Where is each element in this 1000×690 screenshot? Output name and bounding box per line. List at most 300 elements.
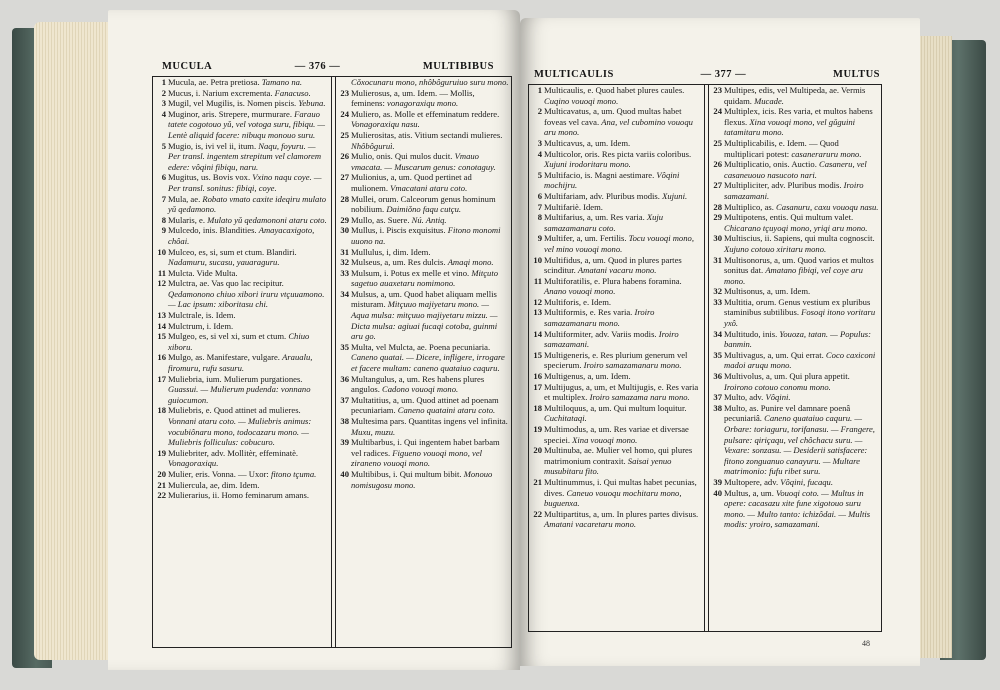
entry-latin: Multiscius, ii. Sapiens, qui multa cognoscit. [724,233,875,244]
entry-japanese: Fitono monomi uuono na. [351,225,501,246]
dictionary-entry [332,215,511,226]
entry-text [544,149,702,170]
entry-text [724,477,879,488]
dictionary-entry [332,437,511,469]
entry-text [168,448,329,469]
dictionary-entry [705,286,881,297]
entry-latin: Multo, adv. [724,392,766,403]
entry-text [544,297,702,308]
entry-number: 6 [161,172,166,183]
entry-text [724,350,879,371]
entry-number: 13 [533,307,542,318]
dictionary-entry [705,297,881,329]
left-page [108,10,520,670]
entry-japanese: Amatani vacaru mono. [577,265,657,276]
entry-text [724,255,879,287]
entry-text [544,191,702,202]
entry-japanese: Amaqi mono. [447,257,494,268]
entry-number: 22 [157,490,166,501]
entry-text [351,77,509,88]
dictionary-entry [529,191,704,202]
dictionary-entry [153,194,331,215]
entry-number: 8 [161,214,166,225]
left-page-header [162,58,494,74]
left-header-word: MUCULA [162,60,213,72]
entry-number: 7 [161,193,166,204]
entry-latin: Mugio, is, ivi vel ii, itum. [168,140,259,151]
dictionary-entry [153,405,331,447]
entry-text [544,85,702,106]
entry-latin: Mularis, e. [168,214,208,225]
dictionary-entry [529,424,704,445]
entry-number: 27 [713,180,722,191]
entry-japanese: Casaneru, vel casaneuouo nasucoto nari. [724,159,867,180]
entry-latin: Multipes, edis, vel Multipeda, ae. Vermis quidam. [724,85,866,106]
entry-text [724,106,879,138]
entry-latin: Multibibus, i. Qui multum bibit. [351,468,464,479]
entry-text [724,212,879,233]
entry-text [168,172,329,193]
dictionary-entry [705,403,881,477]
entry-number: 38 [713,402,722,413]
entry-japanese: Tocu vouoqi mono, vel mino vouoqi mono. [544,233,694,254]
entry-text [544,509,702,530]
dictionary-entry [529,255,704,276]
entry-japanese: Vôqini. [765,392,791,403]
entry-latin: Multifariè. Idem. [544,201,603,212]
entry-number: 32 [340,257,349,268]
entry-text [724,180,879,201]
dictionary-entry [705,329,881,350]
entry-text [351,151,509,172]
entry-japanese: Youoza, tatan. — Populus: banmin. [724,328,871,350]
entry-text [168,321,329,332]
entry-text [168,469,329,480]
dictionary-entry [332,88,511,109]
entry-latin: Mulierosus, a, um. Idem. — Mollis, feminens: [351,87,475,109]
entry-japanese: Mitçuuo majiyetaru mono. — Aqua mulsa: mitçuuo majiyetaru mizzu. — Dicta mulsa: agiuai fucaqi cotoba, guinmi aru go. [351,299,498,342]
entry-japanese: Iroiro samazama naru mono. [589,392,690,403]
dictionary-entry [529,477,704,509]
entry-latin: Muliero, as. Molle et effeminatum reddere. [351,108,500,119]
entry-text [351,469,509,490]
entry-japanese: Iroiro samazamani. [724,180,864,201]
entry-latin: Multesima pars. Quantitas ingens vel infinita. [351,416,508,426]
entry-latin: Mulionius, a, um. Quod pertinet ad mulionem. [351,172,472,193]
entry-text [351,395,509,416]
entry-number: 25 [340,129,349,140]
entry-latin: Multiforatilis, e. Plura habens foramina. [544,275,682,286]
entry-text [544,202,702,213]
signature-mark: 48 [862,639,870,648]
entry-japanese: Amayacaxigoto, chôai. [168,225,315,246]
entry-japanese: Qedamonono chiuo xibori iruru vtçuuamono. — Lac ipsum: xiboritasu chi. [168,288,325,310]
entry-text [168,352,329,373]
entry-latin: Multicavus, a, um. Idem. [544,137,631,148]
entry-japanese: Coco caxiconi madoi aruqu mono. [724,349,876,371]
dictionary-entry [153,448,331,469]
entry-latin: Multopere, adv. [724,476,781,487]
entry-text [168,331,329,352]
entry-latin: Multatitius, a, um. Quod attinet ad poenam pecuniariam. [351,394,499,416]
entry-latin: Mulierositas, atis. Vitium sectandi mulieres. [351,129,503,140]
entry-japanese: Guassui. — Mulierum pudenda: vonnano guiocumon. [168,384,311,405]
dictionary-entry [153,480,331,491]
dictionary-entry [153,321,331,332]
entry-japanese: vonagoraxiqu mono. [387,98,459,109]
entry-latin: Mugil, vel Mugilis, is. Nomen piscis. [168,98,299,109]
entry-latin: Multa, vel Mulcta, ae. Poena pecuniaria. [351,341,491,352]
entry-japanese: casaneraruru mono. [791,148,862,159]
dictionary-entry [705,138,881,159]
dictionary-entry [153,490,331,501]
dictionary-entry [705,106,881,138]
entry-text [351,342,509,374]
entry-text [544,424,702,445]
entry-text [351,437,509,469]
entry-latin: Mulier, eris. Vonna. — Uxor: [168,468,271,479]
left-column-2 [332,77,511,647]
entry-number: 1 [537,85,542,95]
entry-latin: Muliercula, ae, dim. Idem. [168,479,260,490]
entry-japanese: Cuqino vouoqi mono. [544,95,619,106]
entry-number: 14 [157,320,166,331]
entry-latin: Mulierarius, ii. Homo feminarum amans. [168,490,310,501]
entry-number: 21 [533,476,542,487]
entry-latin: Mugitus, us. Bovis vox. [168,172,253,183]
entry-japanese: Vonagoraxiqu. [168,458,219,469]
entry-text [351,109,509,130]
entry-japanese: Xujuni. [662,190,688,201]
entry-number: 31 [340,246,349,257]
entry-japanese: Vmauo vmacata. — Muscarum genus: conotaguy. [351,151,496,172]
entry-latin: Multisonorus, a, um. Quod varios et multos sonitus dat. [724,254,874,276]
entry-japanese: Yebuna. [298,98,326,109]
entry-number: 17 [157,373,166,384]
entry-text [544,382,702,403]
entry-latin: Multiforis, e. Idem. [544,296,612,307]
right-page-header [534,66,880,82]
entry-japanese: Caneno quatai. — Dicere, infligere, irrogare et facere multam: caneno quataiuo caquru. [351,352,505,374]
entry-latin: Multiplico, as. [724,201,777,212]
right-header-word: MULTICAULIS [534,68,614,80]
entry-number: 40 [340,468,349,479]
dictionary-entry [705,392,881,403]
entry-japanese: Casanuru, caxu vouoqu nasu. [776,201,879,212]
entry-text [351,289,509,342]
entry-latin: Multitia, orum. Genus vestium ex pluribus staminibus subtilibus. [724,296,871,318]
dictionary-entry [529,297,704,308]
entry-number: 40 [713,487,722,498]
entry-latin: Multiformis, e. Res varia. [544,307,635,318]
entry-latin: Multiplex, icis. Res varia, et multos habens flexus. [724,106,873,127]
dictionary-entry [332,374,511,395]
entry-japanese: Anano vouoqi mono. [544,286,616,297]
entry-number: 37 [713,392,722,403]
entry-japanese: Chiuo xiboru. [168,331,310,352]
entry-text [544,106,702,138]
dictionary-entry [332,416,511,437]
entry-latin: Multangulus, a, um. Res habens plures angulos. [351,373,485,395]
entry-number: 35 [713,349,722,360]
right-header-word-end: MULTUS [833,68,880,80]
entry-latin: Mulseus, a, um. Res dulcis. [351,257,448,268]
entry-number: 19 [157,447,166,458]
right-page-number: — 377 — [700,68,747,80]
entry-latin: Multipartitus, a, um. In plures partes divisus. [544,508,699,519]
entry-text [351,225,509,246]
entry-japanese: Vxino naqu coye. — Per transl. sonitus: fibiqi, coye. [168,172,322,193]
entry-number: 6 [537,190,542,201]
entry-japanese: Fanacuso. [274,87,311,98]
entry-latin: Multicavatus, a, um. Quod multas habet foveas vel cava. [544,106,682,127]
entry-number: 30 [713,233,722,244]
dictionary-entry [332,130,511,151]
entry-number: 12 [157,278,166,289]
entry-text [168,247,329,268]
dictionary-entry [705,371,881,392]
entry-latin: Multus, a, um. [724,487,777,498]
entry-text [168,77,329,88]
entry-number: 12 [533,296,542,307]
entry-number: 16 [533,371,542,382]
entry-number: 34 [713,328,722,339]
entry-text [168,374,329,406]
entry-number: 36 [340,373,349,384]
left-column-1 [153,77,332,647]
dictionary-entry [153,374,331,406]
dictionary-entry [153,98,331,109]
entry-japanese: Xina vouoqi mono. [572,434,638,445]
entry-text [351,268,509,289]
dictionary-entry [153,268,331,279]
entry-latin: Multicolor, oris. Res picta variis coloribus. [544,148,692,159]
entry-number [338,77,351,88]
entry-latin: Mulgo, as. Manifestare, vulgare. [168,352,283,363]
dictionary-entry [529,202,704,213]
entry-number: 3 [161,98,166,109]
entry-number: 20 [533,445,542,456]
entry-text [168,405,329,447]
entry-latin: Multimodus, a, um. Res variae et diversae speciei. [544,424,689,445]
entry-latin: Multivolus, a, um. Qui plura appetit. [724,371,850,382]
dictionary-entry [705,202,881,213]
entry-text [544,307,702,328]
dictionary-entry [153,141,331,173]
entry-japanese: Cadono vouoqi mono. [382,384,459,395]
dictionary-entry [529,350,704,371]
entry-text [168,88,329,99]
right-page-frame [528,84,882,632]
entry-latin: Mullei, orum. Calceorum genus hominum nobilium. [351,193,496,215]
entry-latin: Mulgeo, es, si vel xi, sum et ctum. [168,331,289,342]
dictionary-entry [332,172,511,193]
entry-text [351,130,509,151]
dictionary-entry [332,289,511,342]
dictionary-entry [529,382,704,403]
entry-text [168,278,329,310]
entry-japanese: Vonagoraxiqu nasu. [351,119,420,130]
entry-number: 39 [340,437,349,448]
entry-japanese: Amatani vacaretaru mono. [544,519,637,530]
dictionary-entry [332,247,511,258]
entry-text [724,329,879,350]
dictionary-entry [153,88,331,99]
entry-text [544,212,702,233]
entry-latin: Multivagus, a, um. Qui errat. [724,349,826,360]
entry-number: 24 [340,108,349,119]
left-page-frame [152,76,512,648]
entry-number: 9 [537,233,542,244]
entry-latin: Mulctrum, i. Idem. [168,320,234,331]
dictionary-entry [529,371,704,382]
entry-number: 17 [533,381,542,392]
entry-number: 37 [340,394,349,405]
page-edges-left [34,22,114,660]
dictionary-entry [153,310,331,321]
entry-japanese: Naqu, foyuru. — Per transl. ingentem strepitum vel clamorem edere: vôqini fibiqu, naru. [168,140,322,172]
entry-number: 3 [537,137,542,148]
entry-japanese: Caneno quataiuo caquru. — Orbare: toriaguru, torifanasu. — Frangere, pulsare: qiriçaqu, vel chôchacu suru. — Vexare: sonzasu. — Desiderii satisfacere: fitono zonguanuo canayuru. — Multare matrimonio: fufu ribet suru. [724,413,875,477]
entry-text [724,233,879,254]
dictionary-entry [332,257,511,268]
entry-number: 21 [157,479,166,490]
dictionary-entry [332,225,511,246]
entry-number: 9 [161,225,166,236]
entry-text [724,138,879,159]
right-page [520,18,920,666]
entry-number: 18 [533,402,542,413]
entry-japanese: Ana, vel cubomino vouoqu aru mono. [544,116,693,138]
entry-number: 8 [537,212,542,223]
entry-number: 4 [161,108,166,119]
entry-number: 30 [340,225,349,236]
entry-latin: Multipliciter, adv. Pluribus modis. [724,180,844,191]
entry-latin: Multigenus, a, um. Idem. [544,371,631,382]
entry-japanese: Caneno quataini ataru coto. [397,405,496,416]
entry-latin: Mulio, onis. Qui mulos ducit. [351,151,455,162]
entry-latin: Muliebriter, adv. Mollitèr, effeminatè. [168,447,299,458]
entry-text [724,392,879,403]
entry-number: 27 [340,172,349,183]
entry-latin: Mucula, ae. Petra pretiosa. [168,77,262,87]
entry-latin: Multiplicatio, onis. Auctio. [724,159,820,170]
entry-japanese: Iroirono cotouo conomu mono. [724,381,831,392]
entry-japanese: Cuchitataqi. [544,413,587,424]
entry-number: 29 [340,214,349,225]
dictionary-entry [529,212,704,233]
entry-japanese: Farauo tatete cogotouo yǔ, vel votoga suru, fibiqu. — Lentè aliquid facere: nibuqu monouo suru. [168,108,326,140]
entry-number: 10 [533,254,542,265]
entry-text [544,477,702,509]
entry-number: 39 [713,476,722,487]
entry-text [168,194,329,215]
entry-number: 4 [537,148,542,159]
entry-japanese: Tamano na. [261,77,303,87]
entry-number: 2 [161,87,166,98]
entry-japanese: Mucade. [754,95,784,106]
entry-text [724,297,879,329]
entry-text [544,170,702,191]
dictionary-entry [153,225,331,246]
entry-latin: Multiformiter, adv. Variis modis. [544,328,659,339]
entry-latin: Mulctra, ae. Vas quo lac recipitur. [168,278,284,289]
entry-japanese: Xuju samazamanaru coto. [544,212,664,233]
entry-number: 14 [533,328,542,339]
entry-text [168,215,329,226]
entry-japanese: Nadamuru, sucasu, yauaraguru. [168,257,280,268]
entry-japanese: Mulato yǔ qedamononi ataru coto. [207,214,327,225]
dictionary-entry [153,215,331,226]
entry-latin: Mulsus, a, um. Quod habet aliquam mellis misturam. [351,288,497,310]
entry-text [351,172,509,193]
dictionary-entry [153,331,331,352]
entry-japanese: fitono tçuma. [270,468,317,479]
entry-text [724,85,879,106]
entry-number: 35 [340,341,349,352]
entry-number: 1 [161,77,166,87]
entry-latin: Mullulus, i, dim. Idem. [351,246,431,257]
entry-number: 11 [157,267,166,278]
entry-latin: Mucus, i. Narium excrementa. [168,87,275,98]
dictionary-entry [705,477,881,488]
entry-text [168,490,329,501]
entry-text [168,480,329,491]
dictionary-entry [153,109,331,141]
dictionary-entry [153,469,331,480]
dictionary-entry [332,268,511,289]
entry-latin: Multifarius, a, um. Res varia. [544,212,647,223]
entry-number: 20 [157,468,166,479]
entry-number: 32 [713,286,722,297]
entry-number: 18 [157,405,166,416]
entry-japanese: Vouoqi coto. — Multus in opere: cacasazu xite fune xigotouo suru mono. — Multo tanto: ichizôdai. — Multis modis: yroiro, samazamani. [724,487,871,530]
dictionary-entry [332,469,511,490]
left-header-word-end: MULTIBIBUS [422,60,494,72]
dictionary-entry [705,85,881,106]
entry-japanese: Monouo nomisugosu mono. [351,468,493,490]
right-column-1 [529,85,705,631]
entry-number: 10 [157,246,166,257]
entry-number: 22 [533,508,542,519]
dictionary-entry [705,233,881,254]
entry-text [351,257,509,268]
entry-japanese: Xujuno cotouo xiritaru mono. [724,243,827,254]
entry-japanese: Chicarano tçuyoqi mono, yriqi aru mono. [724,222,868,233]
entry-text [724,202,879,213]
entry-text [351,215,509,226]
entry-number: 38 [340,416,349,426]
dictionary-entry [529,149,704,170]
entry-japanese: Saisai yenuo musubitaru fito. [544,455,672,477]
entry-japanese: Nhôbôguruì. [351,140,395,151]
dictionary-entry [153,77,331,88]
entry-number: 26 [713,159,722,170]
dictionary-entry [332,77,511,88]
entry-japanese: Araualu, firomuru, rufu sasuru. [168,352,313,374]
entry-latin: Multiplicabilis, e. Idem. — Quod multiplicari potest: [724,137,839,159]
dictionary-entry [529,445,704,477]
entry-number: 11 [533,275,542,286]
dictionary-entry [529,329,704,350]
entry-text [168,268,329,279]
entry-text [724,286,879,297]
dictionary-entry [529,233,704,254]
right-column-2 [705,85,881,631]
entry-number: 15 [157,331,166,342]
dictionary-entry [705,180,881,201]
dictionary-entry [332,194,511,215]
